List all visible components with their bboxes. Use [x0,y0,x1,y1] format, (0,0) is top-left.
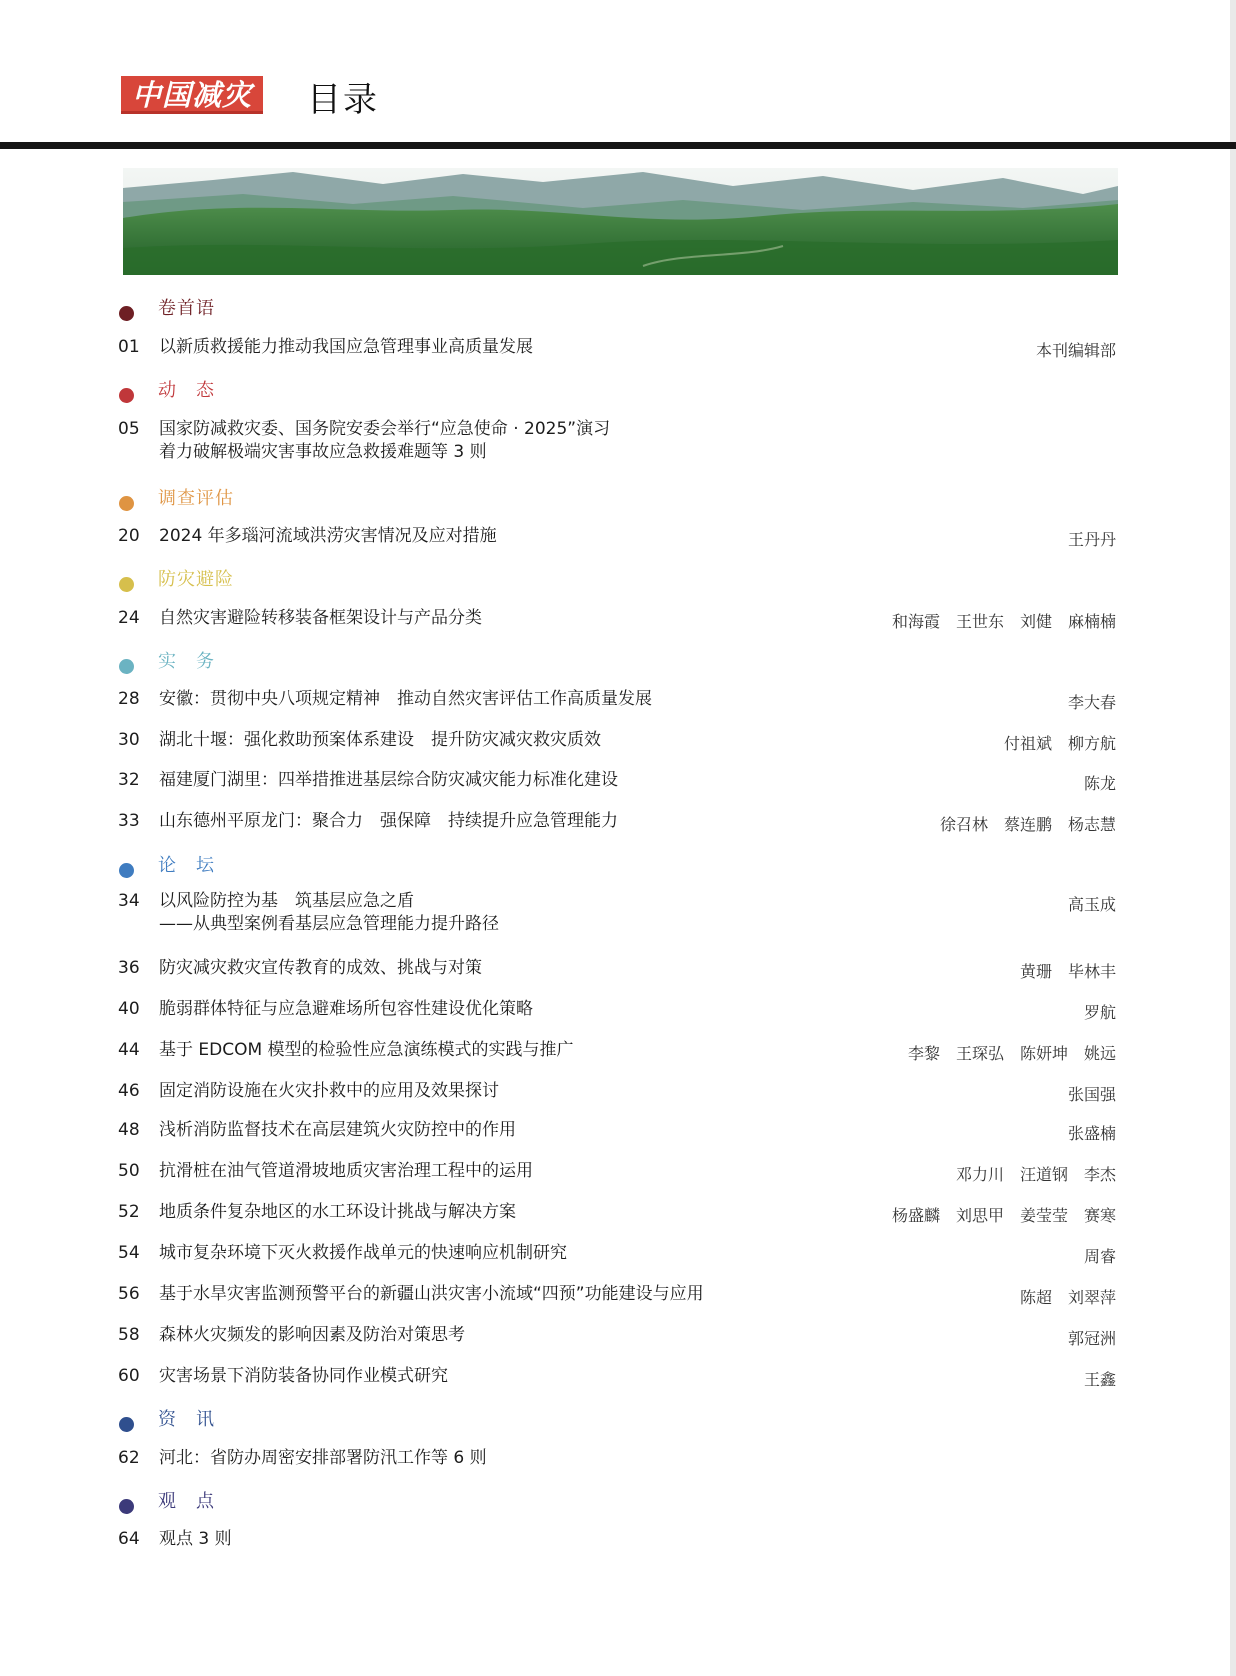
author-name: 杨志慧 [1067,815,1116,834]
entry-page-number: 36 [118,958,140,978]
entry-page-number: 33 [118,811,140,831]
entry-page-number: 40 [118,999,140,1019]
author-name: 王鑫 [1083,1370,1116,1389]
entry-title[interactable]: 湖北十堰：强化救助预案体系建设 提升防灾减灾救灾质效 [159,730,601,750]
section-heading: 动 态 [158,380,215,401]
author-name: 陈妍坤 [1019,1044,1068,1063]
section-bullet-icon [119,496,134,511]
entry-authors [1068,892,1116,915]
section-heading: 调查评估 [158,488,234,509]
author-name: 王世东 [955,612,1004,631]
section-bullet-icon [119,388,134,403]
entry-title[interactable]: 以风险防控为基 筑基层应急之盾 [159,891,414,911]
author-name: 郭冠洲 [1067,1329,1116,1348]
entry-title[interactable]: 基于水旱灾害监测预警平台的新疆山洪灾害小流域“四预”功能建设与应用 [159,1284,704,1304]
entry-authors [892,609,1116,632]
entry-title[interactable]: 自然灾害避险转移装备框架设计与产品分类 [159,608,482,628]
author-name: 杨盛麟 [891,1206,940,1225]
entry-title[interactable]: 观点 3 则 [159,1529,232,1549]
entry-title[interactable]: 以新质救援能力推动我国应急管理事业高质量发展 [159,337,533,357]
section-bullet-icon [119,1417,134,1432]
author-name: 付祖斌 [1003,734,1052,753]
entry-page-number: 24 [118,608,140,628]
entry-page-number: 58 [118,1325,140,1345]
entry-page-number: 52 [118,1202,140,1222]
author-name: 张国强 [1067,1085,1116,1104]
author-name: 姜莹莹 [1019,1206,1068,1225]
entry-page-number: 32 [118,770,140,790]
entry-authors [1084,1367,1116,1390]
entry-page-number: 05 [118,419,140,439]
entry-authors [1068,1082,1116,1105]
entry-title[interactable]: 安徽：贯彻中央八项规定精神 推动自然灾害评估工作高质量发展 [159,689,652,709]
section-heading: 防灾避险 [158,569,234,590]
entry-title[interactable]: 浅析消防监督技术在高层建筑火灾防控中的作用 [159,1120,516,1140]
author-name: 姚远 [1083,1044,1116,1063]
entry-page-number: 48 [118,1120,140,1140]
author-name: 本刊编辑部 [1035,341,1116,360]
section-heading: 观 点 [158,1491,215,1512]
entry-title[interactable]: 脆弱群体特征与应急避难场所包容性建设优化策略 [159,999,533,1019]
author-name: 毕林丰 [1067,962,1116,981]
entry-page-number: 64 [118,1529,140,1549]
entry-title[interactable]: 河北：省防办周密安排部署防汛工作等 6 则 [159,1448,487,1468]
entry-authors [1068,1121,1116,1144]
entry-page-number: 01 [118,337,140,357]
author-name: 刘思甲 [955,1206,1004,1225]
entry-page-number: 50 [118,1161,140,1181]
entry-authors [956,1162,1116,1185]
entry-authors [1068,527,1116,550]
entry-page-number: 56 [118,1284,140,1304]
author-name: 周睿 [1083,1247,1116,1266]
author-name: 徐召林 [939,815,988,834]
entry-page-number: 28 [118,689,140,709]
entry-authors [940,812,1116,835]
entry-authors [1084,1000,1116,1023]
entry-authors [1084,1244,1116,1267]
author-name: 张盛楠 [1067,1124,1116,1143]
section-heading: 资 讯 [158,1409,215,1430]
entry-title[interactable]: 灾害场景下消防装备协同作业模式研究 [159,1366,448,1386]
entry-page-number: 62 [118,1448,140,1468]
author-name: 刘健 [1019,612,1052,631]
author-name: 和海霞 [891,612,940,631]
entry-title[interactable]: 山东德州平原龙门：聚合力 强保障 持续提升应急管理能力 [159,811,618,831]
entry-title[interactable]: 福建厦门湖里：四举措推进基层综合防灾减灾能力标准化建设 [159,770,618,790]
page-title: 目录 [307,80,379,120]
entry-authors [908,1041,1116,1064]
author-name: 邓力川 [955,1165,1004,1184]
entry-title[interactable]: 固定消防设施在火灾扑救中的应用及效果探讨 [159,1081,499,1101]
author-name: 李大春 [1067,693,1116,712]
entry-authors [1004,731,1116,754]
entry-page-number: 20 [118,526,140,546]
entry-title[interactable]: 城市复杂环境下灭火救援作战单元的快速响应机制研究 [159,1243,567,1263]
section-bullet-icon [119,863,134,878]
author-name: 李黎 [907,1044,940,1063]
entry-page-number: 34 [118,891,140,911]
author-name: 刘翠萍 [1067,1288,1116,1307]
entry-page-number: 54 [118,1243,140,1263]
author-name: 陈超 [1019,1288,1052,1307]
entry-title[interactable]: 地质条件复杂地区的水工环设计挑战与解决方案 [159,1202,516,1222]
section-bullet-icon [119,577,134,592]
author-name: 赛寒 [1083,1206,1116,1225]
author-name: 汪道钢 [1019,1165,1068,1184]
author-name: 陈龙 [1083,774,1116,793]
author-name: 黄珊 [1019,962,1052,981]
author-name: 高玉成 [1067,895,1116,914]
author-name: 麻楠楠 [1067,612,1116,631]
entry-title[interactable]: 抗滑桩在油气管道滑坡地质灾害治理工程中的运用 [159,1161,533,1181]
entry-title[interactable]: 防灾减灾救灾宣传教育的成效、挑战与对策 [159,958,482,978]
entry-title[interactable]: 森林火灾频发的影响因素及防治对策思考 [159,1325,465,1345]
author-name: 柳方航 [1067,734,1116,753]
entry-title[interactable]: 国家防减救灾委、国务院安委会举行“应急使命 · 2025”演习 [159,419,611,439]
entry-subtitle[interactable]: ——从典型案例看基层应急管理能力提升路径 [159,914,499,934]
entry-page-number: 44 [118,1040,140,1060]
magazine-logo: 中国减灾 [121,76,263,114]
entry-page-number: 46 [118,1081,140,1101]
entry-authors [1036,338,1116,361]
entry-page-number: 30 [118,730,140,750]
section-bullet-icon [119,306,134,321]
author-name: 王琛弘 [955,1044,1004,1063]
entry-authors [1020,959,1116,982]
entry-authors [1068,1326,1116,1349]
section-bullet-icon [119,1499,134,1514]
section-heading: 论 坛 [158,855,215,876]
author-name: 王丹丹 [1067,530,1116,549]
author-name: 蔡连鹏 [1003,815,1052,834]
entry-subtitle[interactable]: 着力破解极端灾害事故应急救援难题等 3 则 [159,442,487,462]
author-name: 李杰 [1083,1165,1116,1184]
section-bullet-icon [119,659,134,674]
entry-title[interactable]: 2024 年多瑙河流域洪涝灾害情况及应对措施 [159,526,497,546]
entry-page-number: 60 [118,1366,140,1386]
entry-authors [1084,771,1116,794]
entry-authors [1020,1285,1116,1308]
author-name: 罗航 [1083,1003,1116,1022]
entry-authors [892,1203,1116,1226]
section-heading: 实 务 [158,651,215,672]
entry-authors [1068,690,1116,713]
section-heading: 卷首语 [158,298,215,319]
entry-title[interactable]: 基于 EDCOM 模型的检验性应急演练模式的实践与推广 [159,1040,574,1060]
